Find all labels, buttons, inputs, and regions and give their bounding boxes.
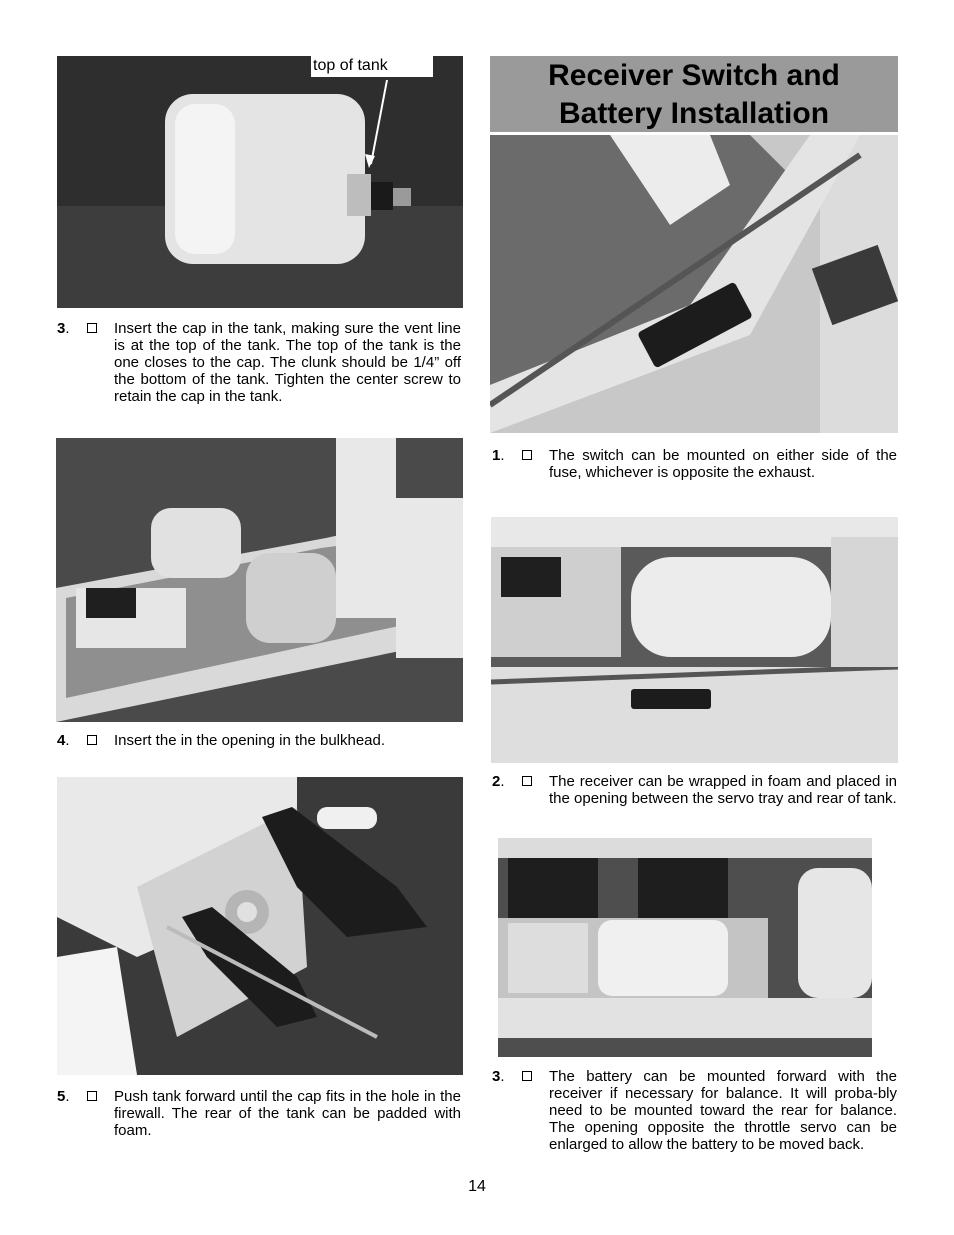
checkbox-icon[interactable]	[87, 1091, 97, 1101]
step-number: 5 .	[57, 1088, 70, 1105]
checkbox-icon[interactable]	[522, 1071, 532, 1081]
step-right-1	[492, 447, 897, 483]
checkbox-icon[interactable]	[87, 323, 97, 333]
fuel-tank-photo	[57, 56, 463, 308]
battery-placement-photo	[498, 838, 872, 1057]
callout-top-of-tank: top of tank	[311, 56, 433, 77]
step-number: 3 .	[57, 320, 70, 337]
switch-illustration	[490, 135, 898, 433]
step-text: The switch can be mounted on either side of the fuse, whichever is opposite the exhaust.	[549, 447, 897, 481]
step-right-2	[492, 773, 897, 825]
receiver-foam-photo	[491, 517, 898, 763]
receiver-illustration	[491, 517, 898, 763]
fuel-tank-illustration	[57, 56, 463, 308]
step-number: 3 .	[492, 1068, 505, 1085]
step-number: 2 .	[492, 773, 505, 790]
step-right-3	[492, 1068, 897, 1172]
step-text: The battery can be mounted forward with the receiver if necessary for balance. It will proba-bly need to be mounted toward the rear for balance. The opening opposite the throttle servo can be enlarged to allow the battery to be moved back.	[549, 1068, 897, 1153]
step-text: Insert the in the opening in the bulkhead.	[114, 732, 386, 749]
step-number: 1 .	[492, 447, 505, 464]
battery-illustration	[498, 838, 872, 1057]
section-heading	[490, 56, 898, 134]
step-left-4	[57, 732, 461, 752]
firewall-illustration	[57, 777, 463, 1075]
checkbox-icon[interactable]	[522, 776, 532, 786]
page-number: 14	[468, 1178, 486, 1195]
section-title-line2: Battery Installation	[558, 97, 830, 130]
step-left-5	[57, 1088, 461, 1140]
firewall-photo	[57, 777, 463, 1075]
section-title-line1: Receiver Switch and	[548, 59, 840, 92]
checkbox-icon[interactable]	[87, 735, 97, 745]
checkbox-icon[interactable]	[522, 450, 532, 460]
step-text: The receiver can be wrapped in foam and placed in the opening between the servo tray and rear of tank.	[549, 773, 897, 807]
switch-mount-photo	[490, 135, 898, 433]
fuselage-illustration	[56, 438, 463, 722]
step-text: Push tank forward until the cap fits in the hole in the firewall. The rear of the tank can be padded with foam.	[114, 1088, 461, 1139]
step-text: Insert the cap in the tank, making sure the vent line is at the top of the tank. The top of the tank is the one closes to the cap. The clunk should be 1/4” off the bottom of the tank. Tighten the center screw to retain the cap in the tank.	[114, 320, 461, 405]
tank-in-fuselage-photo	[56, 438, 463, 722]
step-left-3	[57, 320, 461, 424]
step-number: 4 .	[57, 732, 70, 749]
